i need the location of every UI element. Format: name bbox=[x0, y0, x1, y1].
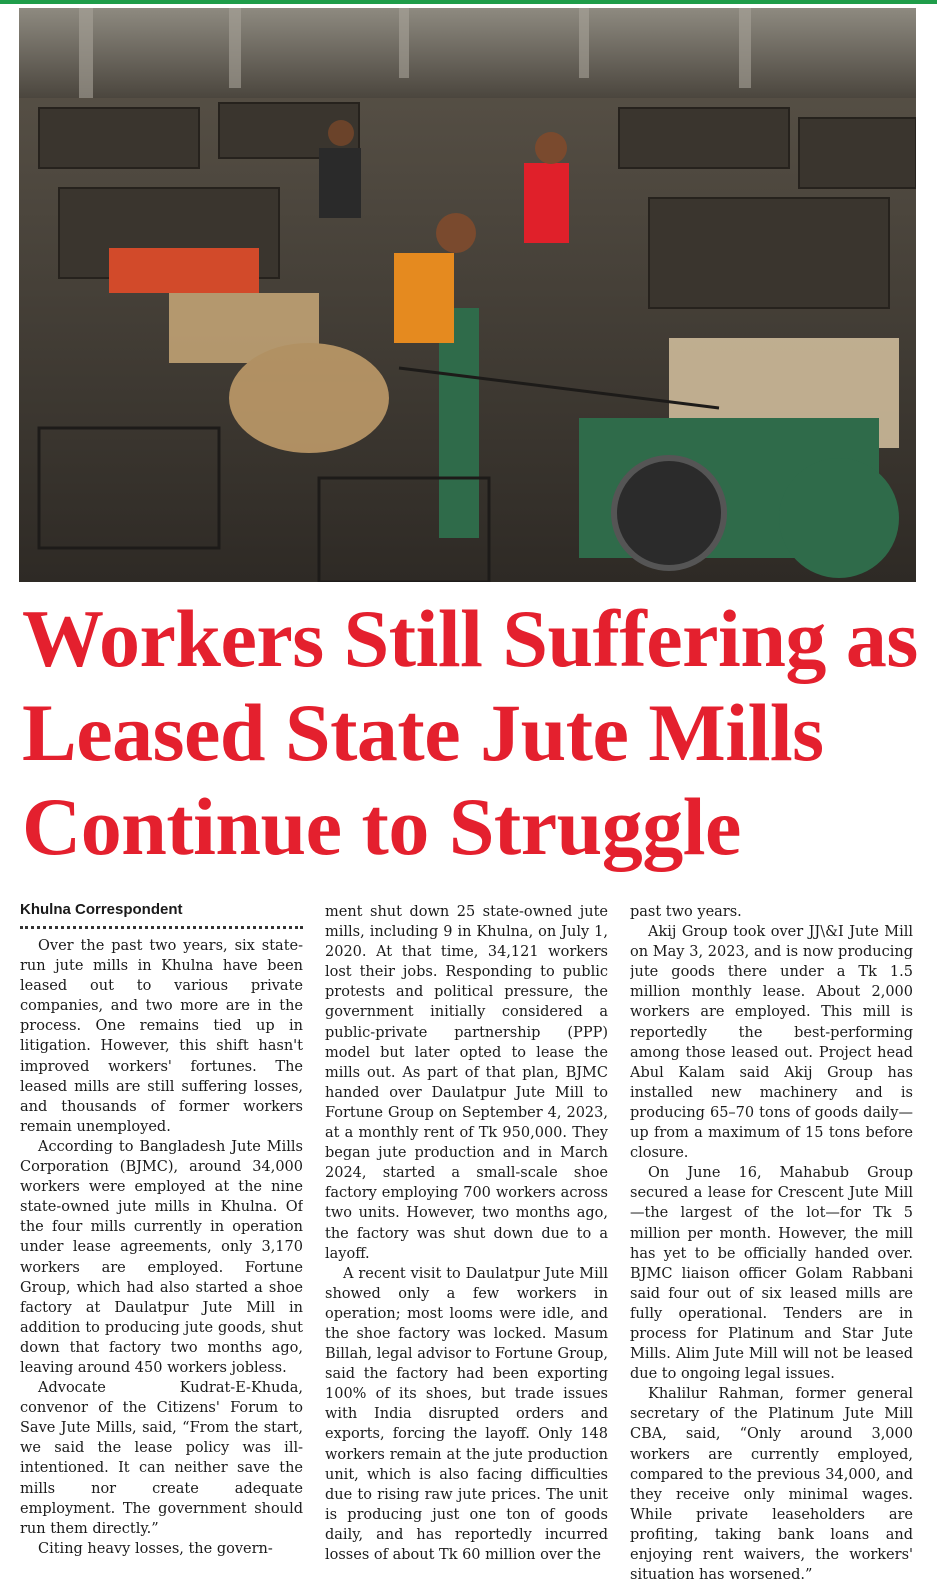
paragraph: According to Bangladesh Jute Mills Corporation (BJMC), around 34,000 workers were employed at the nine state-owned jute mills in Khulna. Of the four mills currently in operation under lease agreements, only 3,170 workers are employed. Fortune Group, which had also started a shoe factory at Daulatpur Jute Mill in addition to producing jute goods, shut down that factory two months ago, leaving around 450 workers jobless. bbox=[20, 1138, 303, 1376]
article-column-3 bbox=[630, 902, 913, 1582]
headline-line: Leased State Jute Mills bbox=[22, 687, 824, 778]
paragraph: Citing heavy losses, the govern- bbox=[38, 1540, 273, 1557]
paragraph: A recent visit to Daulatpur Jute Mill showed only a few workers in operation; most looms were idle, and the shoe factory was locked. Masum Billah, legal advisor to Fortune Group, said the factory had been exporting 100% of its shoes, but trade issues with India disrupted orders and exports, forcing the layoff. Only 148 workers remain at the jute production unit, which is also facing difficulties due to rising raw jute prices. The unit is producing just one ton of goods daily, and has reportedly incurred losses of about Tk 60 million over the bbox=[325, 1265, 608, 1563]
paragraph: Over the past two years, six state-run jute mills in Khulna have been leased out to various private companies, and two more are in the process. One remains tied up in litigation. However, this shift hasn't improved workers' fortunes. The leased mills are still suffering losses, and thousands of former workers remain unemployed. bbox=[20, 938, 303, 1135]
byline: Khulna Correspondent bbox=[20, 900, 303, 929]
article-photo bbox=[19, 8, 916, 582]
photo-jute-mill-looms-icon bbox=[19, 8, 916, 582]
headline-line: Workers Still Suffering as bbox=[22, 593, 918, 684]
top-accent-rule bbox=[0, 0, 937, 4]
paragraph: On June 16, Mahabub Group secured a lease for Crescent Jute Mill—the largest of the lot—for Tk 5 million per month. However, the mill has yet to be officially handed over. BJMC liaison officer Golam Rabbani said four out of six leased mills are fully operational. Tenders are in process for Platinum and Star Jute Mills. Alim Jute Mill will not be leased due to ongoing legal issues. bbox=[630, 1165, 913, 1383]
paragraph: Advocate Kudrat-E-Khuda, convenor of the Citizens' Forum to Save Jute Mills, said, “From the start, we said the lease policy was ill-intentioned. It can neither save the mills nor create adequate employment. The government should run them directly.” bbox=[20, 1380, 303, 1537]
article-column-1 bbox=[20, 900, 303, 1580]
paragraph: Khalilur Rahman, former general secretary of the Platinum Jute Mill CBA, said, “Only around 3,000 workers are currently employed, compared to the previous 34,000, and they receive only minimal wages. While private leaseholders are profiting, taking bank loans and enjoying rent waivers, the workers' situation has worsened.” bbox=[630, 1386, 913, 1582]
paragraph: ment shut down 25 state-owned jute mills, including 9 in Khulna, on July 1, 2020. At that time, 34,121 workers lost their jobs. Responding to public protests and political pressure, the government initially considered a public-private partnership (PPP) model but later opted to lease the mills out. As part of that plan, BJMC handed over Daulatpur Jute Mill to Fortune Group on September 4, 2023, at a monthly rent of Tk 950,000. They began jute production and in March 2024, started a small-scale shoe factory employing 700 workers across two units. However, two months ago, the factory was shut down due to a layoff. bbox=[325, 904, 608, 1262]
headline bbox=[22, 592, 922, 874]
paragraph: past two years. bbox=[630, 904, 742, 920]
article-column-2 bbox=[325, 902, 608, 1582]
paragraph: Akij Group took over JJ\&I Jute Mill on May 3, 2023, and is now producing jute goods there under a Tk 1.5 million monthly lease. About 2,000 workers are employed. This mill is reportedly the best-performing among those leased out. Project head Abul Kalam said Akij Group has installed new machinery and is producing 65–70 tons of goods daily—up from a maximum of 15 tons before closure. bbox=[630, 924, 913, 1162]
headline-line: Continue to Struggle bbox=[22, 781, 741, 872]
